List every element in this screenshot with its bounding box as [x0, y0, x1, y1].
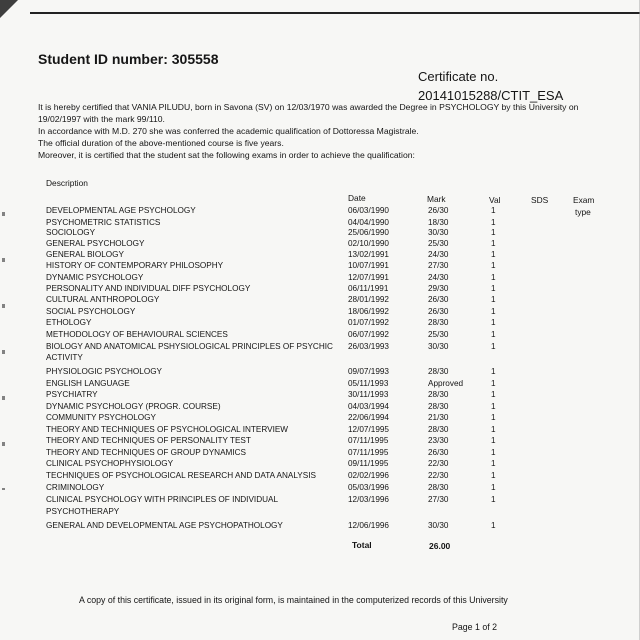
exam-val: 1 [491, 367, 496, 376]
statement-line: In accordance with M.D. 270 she was conferred the academic qualification of Dottoressa Magistrale. [38, 126, 419, 136]
exam-description: METHODOLOGY OF BEHAVIOURAL SCIENCES [46, 330, 228, 339]
exam-date: 12/06/1996 [348, 521, 389, 530]
left-scan-marks [2, 170, 5, 490]
exam-val: 1 [491, 307, 496, 316]
exam-val: 1 [491, 284, 496, 293]
table-row [46, 238, 606, 249]
exam-mark: 23/30 [428, 436, 449, 445]
table-row [46, 366, 606, 377]
exam-description: ETHOLOGY [46, 318, 92, 327]
exam-mark: 22/30 [428, 471, 449, 480]
top-rule [30, 12, 640, 14]
exam-mark: 25/30 [428, 239, 449, 248]
table-row [46, 494, 606, 505]
exam-mark: 27/30 [428, 495, 449, 504]
table-row [46, 412, 606, 423]
exam-description: PSYCHOMETRIC STATISTICS [46, 218, 161, 227]
exam-val: 1 [491, 483, 496, 492]
exam-mark: 28/30 [428, 425, 449, 434]
exam-mark: 28/30 [428, 402, 449, 411]
exam-description: GENERAL AND DEVELOPMENTAL AGE PSYCHOPATHOLOGY [46, 521, 283, 530]
exam-val: 1 [491, 436, 496, 445]
exam-mark: 28/30 [428, 318, 449, 327]
exam-mark: 27/30 [428, 261, 449, 270]
exam-val: 1 [491, 261, 496, 270]
exam-date: 12/07/1995 [348, 425, 389, 434]
table-row [46, 470, 606, 481]
exam-description: DYNAMIC PSYCHOLOGY [46, 273, 144, 282]
exam-description: CLINICAL PSYCHOPHYSIOLOGY [46, 459, 174, 468]
table-row [46, 283, 606, 294]
student-id-number: Student ID number: 305558 [38, 51, 219, 67]
statement-line: Moreover, it is certified that the student sat the following exams in order to achieve the qualification: [38, 150, 415, 160]
description-header: Description [46, 178, 88, 188]
exam-val: 1 [491, 218, 496, 227]
certificate-label: Certificate no. [418, 69, 499, 84]
exam-val: 1 [491, 459, 496, 468]
exam-date: 09/11/1995 [348, 459, 389, 468]
exam-val: 1 [491, 425, 496, 434]
exam-mark: Approved [428, 379, 464, 388]
mark-header: Mark [427, 194, 446, 204]
table-row [46, 249, 606, 260]
exam-date: 09/07/1993 [348, 367, 389, 376]
exam-description: GENERAL BIOLOGY [46, 250, 124, 259]
total-label: Total [352, 540, 372, 550]
exam-mark: 28/30 [428, 483, 449, 492]
exam-date: 18/06/1992 [348, 307, 389, 316]
exam-description: HISTORY OF CONTEMPORARY PHILOSOPHY [46, 261, 224, 270]
exam-date: 06/03/1990 [348, 206, 389, 215]
exam-val: 1 [491, 521, 496, 530]
exam-description: THEORY AND TECHNIQUES OF PERSONALITY TEST [46, 436, 251, 445]
exam-description: THEORY AND TECHNIQUES OF GROUP DYNAMICS [46, 448, 247, 457]
table-row [46, 352, 606, 363]
exam-mark: 28/30 [428, 390, 449, 399]
exam-description: PSYCHIATRY [46, 390, 98, 399]
exam-date: 12/07/1991 [348, 273, 389, 282]
exam-mark: 25/30 [428, 330, 449, 339]
exam-val: 1 [491, 402, 496, 411]
exam-mark: 30/30 [428, 342, 449, 351]
exam-date: 07/11/1995 [348, 448, 389, 457]
exam-type-header-line-1: Exam [573, 195, 595, 205]
exam-date: 01/07/1992 [348, 318, 389, 327]
exam-val: 1 [491, 471, 496, 480]
exam-description: THEORY AND TECHNIQUES OF PSYCHOLOGICAL INTERVIEW [46, 425, 289, 434]
exam-date: 04/03/1994 [348, 402, 389, 411]
statement-line: 19/02/1997 with the mark 99/110. [38, 114, 165, 124]
table-row [46, 329, 606, 340]
exam-mark: 18/30 [428, 218, 449, 227]
table-row [46, 341, 606, 352]
exam-date: 22/06/1994 [348, 413, 389, 422]
exam-mark: 29/30 [428, 284, 449, 293]
table-row [46, 317, 606, 328]
exam-description: CLINICAL PSYCHOLOGY WITH PRINCIPLES OF INDIVIDUAL [46, 495, 279, 504]
exam-date: 06/07/1992 [348, 330, 389, 339]
table-row [46, 506, 606, 517]
val-header: Val [489, 195, 501, 205]
exam-mark: 21/30 [428, 413, 449, 422]
table-row [46, 401, 606, 412]
exam-description: SOCIAL PSYCHOLOGY [46, 307, 136, 316]
exam-val: 1 [491, 390, 496, 399]
exam-val: 1 [491, 318, 496, 327]
exam-mark: 26/30 [428, 206, 449, 215]
table-row [46, 482, 606, 493]
exam-mark: 30/30 [428, 521, 449, 530]
exam-date: 06/11/1991 [348, 284, 389, 293]
exam-description: ENGLISH LANGUAGE [46, 379, 130, 388]
date-header: Date [348, 193, 366, 203]
exam-val: 1 [491, 250, 496, 259]
table-row [46, 424, 606, 435]
exam-date: 02/02/1996 [348, 471, 389, 480]
exam-mark: 28/30 [428, 367, 449, 376]
exam-val: 1 [491, 295, 496, 304]
exam-date: 13/02/1991 [348, 250, 389, 259]
exam-date: 12/03/1996 [348, 495, 389, 504]
exam-mark: 24/30 [428, 250, 449, 259]
exam-val: 1 [491, 342, 496, 351]
exam-mark: 24/30 [428, 273, 449, 282]
table-row [46, 260, 606, 271]
exam-val: 1 [491, 379, 496, 388]
table-row [46, 520, 606, 531]
table-row [46, 435, 606, 446]
exam-description: ACTIVITY [46, 353, 83, 362]
exam-date: 28/01/1992 [348, 295, 389, 304]
exam-date: 04/04/1990 [348, 218, 389, 227]
exam-description: CRIMINOLOGY [46, 483, 105, 492]
exam-val: 1 [491, 413, 496, 422]
table-row [46, 458, 606, 469]
exam-description: PERSONALITY AND INDIVIDUAL DIFF PSYCHOLOGY [46, 284, 251, 293]
statement-line: It is hereby certified that VANIA PILUDU, born in Savona (SV) on 12/03/1970 was awarded the Degree in PSYCHOLOGY by this University on [38, 102, 579, 112]
exam-mark: 22/30 [428, 459, 449, 468]
exam-description: TECHNIQUES OF PSYCHOLOGICAL RESEARCH AND DATA ANALYSIS [46, 471, 316, 480]
exam-mark: 26/30 [428, 295, 449, 304]
total-value: 26.00 [429, 541, 451, 551]
exam-val: 1 [491, 273, 496, 282]
exam-val: 1 [491, 228, 496, 237]
exam-description: PSYCHOTHERAPY [46, 507, 120, 516]
scan-corner-shadow [0, 0, 44, 44]
page-number: Page 1 of 2 [452, 622, 497, 632]
exam-description: GENERAL PSYCHOLOGY [46, 239, 145, 248]
exam-date: 26/03/1993 [348, 342, 389, 351]
exam-date: 30/11/1993 [348, 390, 389, 399]
footer-note: A copy of this certificate, issued in its original form, is maintained in the computerized records of this University [79, 595, 508, 605]
exam-date: 25/06/1990 [348, 228, 389, 237]
exam-val: 1 [491, 330, 496, 339]
table-row [46, 227, 606, 238]
table-row [46, 389, 606, 400]
exam-description: PHYSIOLOGIC PSYCHOLOGY [46, 367, 163, 376]
exam-description: DEVELOPMENTAL AGE PSYCHOLOGY [46, 206, 196, 215]
exam-date: 07/11/1995 [348, 436, 389, 445]
exam-mark: 26/30 [428, 448, 449, 457]
exam-val: 1 [491, 239, 496, 248]
table-row [46, 272, 606, 283]
exam-description: BIOLOGY AND ANATOMICAL PSHYSIOLOGICAL PRINCIPLES OF PSYCHIC [46, 342, 333, 351]
exam-val: 1 [491, 495, 496, 504]
exam-date: 02/10/1990 [348, 239, 389, 248]
exam-date: 05/03/1996 [348, 483, 389, 492]
exam-date: 05/11/1993 [348, 379, 389, 388]
certificate-number: 20141015288/CTIT_ESA [418, 88, 564, 103]
exam-mark: 26/30 [428, 307, 449, 316]
table-row [46, 205, 606, 216]
exam-type-header-line-2: type [575, 207, 591, 217]
exam-mark: 30/30 [428, 228, 449, 237]
table-row [46, 378, 606, 389]
exam-val: 1 [491, 206, 496, 215]
certification-statement [38, 101, 613, 161]
exam-description: DYNAMIC PSYCHOLOGY (PROGR. COURSE) [46, 402, 221, 411]
table-row [46, 294, 606, 305]
exam-description: COMMUNITY PSYCHOLOGY [46, 413, 156, 422]
statement-line: The official duration of the above-mentioned course is five years. [38, 138, 284, 148]
exam-val: 1 [491, 448, 496, 457]
exam-description: CULTURAL ANTHROPOLOGY [46, 295, 160, 304]
sds-header: SDS [531, 195, 549, 205]
exam-description: SOCIOLOGY [46, 228, 96, 237]
table-row [46, 306, 606, 317]
table-row [46, 447, 606, 458]
exam-date: 10/07/1991 [348, 261, 389, 270]
